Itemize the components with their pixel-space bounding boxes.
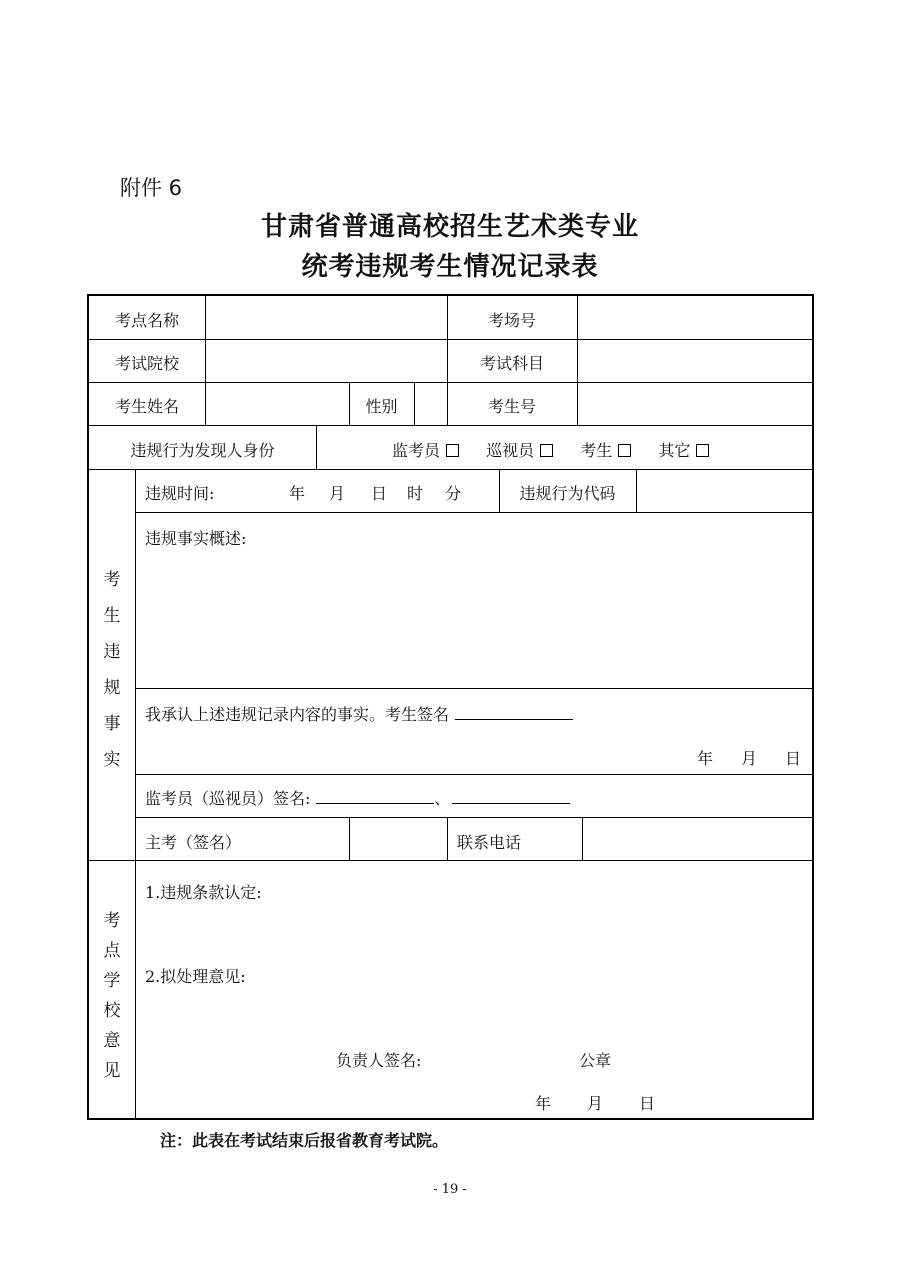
footnote: 注：此表在考试结束后报省教育考试院。	[160, 1131, 449, 1150]
proposal-label: 2.拟处理意见:	[145, 967, 246, 986]
violation-section-label: 考 生 违 规 事 实	[103, 570, 121, 770]
violation-time-field[interactable]: 年 月 日 时 分	[289, 484, 462, 503]
exam-subject-field[interactable]	[578, 339, 812, 382]
exam-site-label: 考点名称	[114, 311, 179, 330]
checkbox-icon[interactable]	[446, 444, 459, 457]
finder-option-candidate[interactable]: 考生	[580, 441, 631, 460]
acknowledge-date: 年 月 日	[697, 749, 802, 768]
candidate-no-field[interactable]	[578, 382, 812, 425]
contact-phone-field[interactable]	[583, 817, 812, 860]
finder-identity-label: 违规行为发现人身份	[130, 441, 275, 460]
exam-room-field[interactable]	[578, 296, 812, 339]
violation-code-label: 违规行为代码	[519, 484, 616, 503]
gender-label: 性别	[365, 397, 398, 416]
candidate-signature-line[interactable]	[455, 718, 573, 720]
finder-options	[392, 438, 731, 461]
exam-school-label: 考试院校	[114, 354, 179, 373]
form-title-line-2: 统考违规考生情况记录表	[301, 252, 599, 282]
school-date: 年 月 日	[535, 1094, 656, 1113]
proctor-signature-line-1[interactable]	[316, 802, 434, 804]
checkbox-icon[interactable]	[618, 444, 631, 457]
violation-time-label: 违规时间:	[145, 484, 215, 503]
contact-phone-label: 联系电话	[457, 833, 522, 852]
violation-record-form	[87, 294, 814, 1120]
responsible-signature-label: 负责人签名:	[336, 1051, 422, 1070]
attachment-label: 附件 6	[120, 176, 183, 200]
finder-option-other[interactable]: 其它	[658, 441, 709, 460]
finder-option-proctor[interactable]: 监考员	[392, 441, 459, 460]
candidate-name-field[interactable]	[206, 382, 349, 425]
facts-field[interactable]	[145, 552, 805, 684]
violation-code-field[interactable]	[637, 469, 812, 512]
finder-option-inspector[interactable]: 巡视员	[486, 441, 553, 460]
checkbox-icon[interactable]	[540, 444, 553, 457]
gender-field[interactable]	[415, 382, 447, 425]
clause-label: 1.违规条款认定:	[145, 883, 262, 902]
proctor-signature-line-2[interactable]	[452, 802, 570, 804]
exam-school-field[interactable]	[206, 339, 447, 382]
page-number: - 19 -	[433, 1182, 467, 1197]
checkbox-icon[interactable]	[696, 444, 709, 457]
exam-site-field[interactable]	[206, 296, 447, 339]
chief-examiner-label: 主考（签名）	[145, 833, 242, 852]
facts-label: 违规事实概述:	[145, 529, 247, 548]
school-opinion-section-label: 考 点 学 校 意 见	[103, 911, 121, 1081]
form-title-line-1: 甘肃省普通高校招生艺术类专业	[260, 212, 639, 242]
seal-label: 公章	[579, 1051, 612, 1070]
candidate-name-label: 考生姓名	[114, 397, 179, 416]
proctor-signature: 监考员（巡视员）签名: 、	[145, 786, 570, 809]
exam-subject-label: 考试科目	[479, 354, 544, 373]
acknowledge-statement: 我承认上述违规记录内容的事实。考生签名	[145, 702, 573, 725]
exam-room-label: 考场号	[487, 311, 536, 330]
candidate-no-label: 考生号	[487, 397, 536, 416]
chief-examiner-field[interactable]	[350, 817, 447, 860]
